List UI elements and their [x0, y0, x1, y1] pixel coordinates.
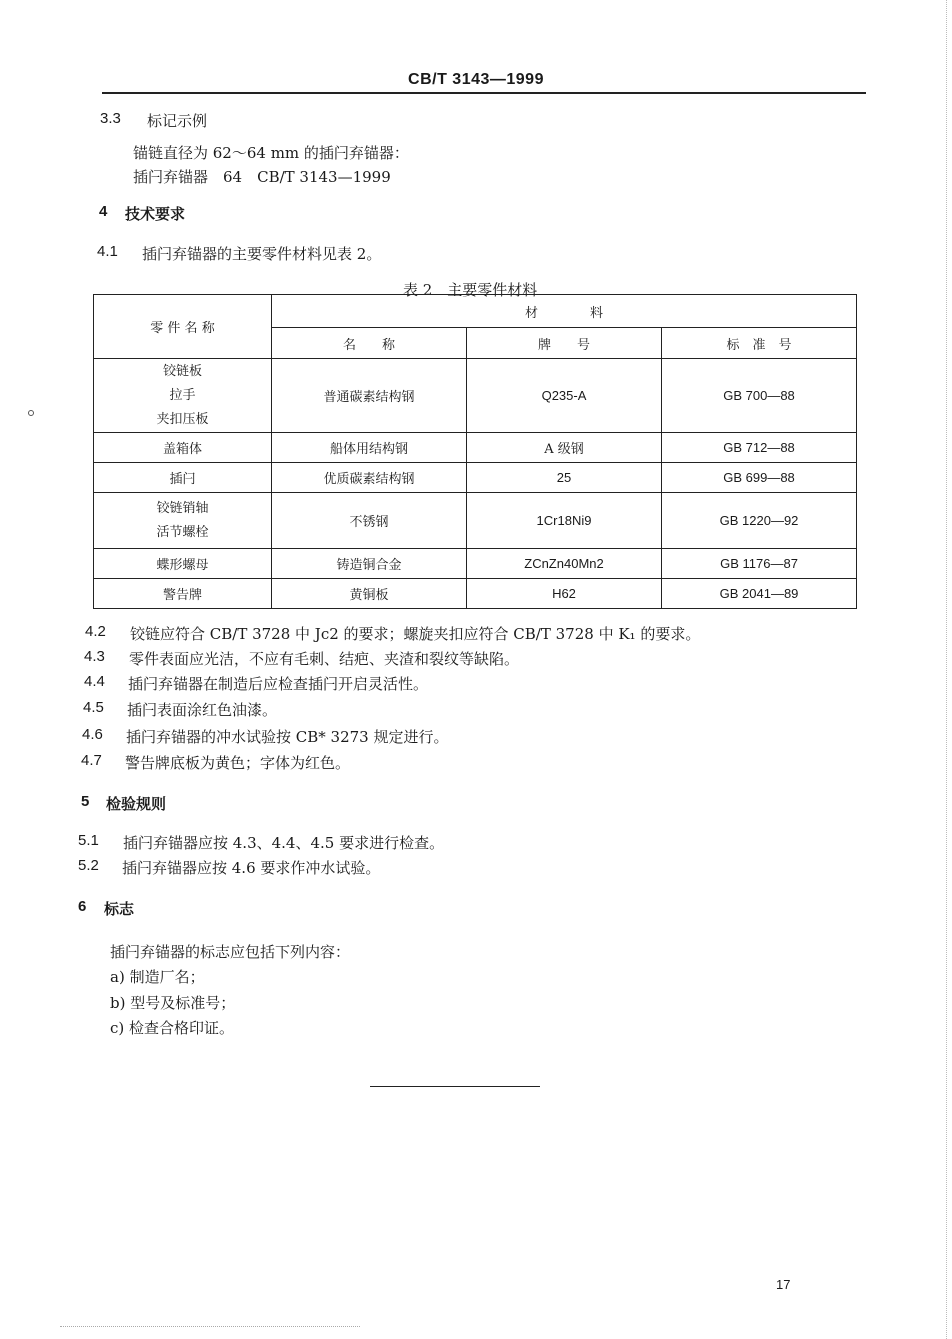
item-4-5-text: 插闩表面涂红色油漆。 [127, 701, 278, 719]
table-row [94, 463, 857, 493]
header-grade: 牌 号 [467, 328, 662, 359]
material-name: 不锈钢 [272, 493, 467, 549]
header-material-name: 名 称 [272, 328, 467, 359]
table-row [94, 579, 857, 609]
material-name: 铸造铜合金 [272, 549, 467, 579]
material-grade: 25 [467, 463, 662, 493]
marking-example-line-1: 锚链直径为 62～64 mm 的插闩弃锚器： [133, 144, 409, 162]
item-4-5-number: 4.5 [83, 699, 104, 716]
section-5-title: 检验规则 [106, 795, 167, 813]
table-header-row-1 [94, 295, 857, 328]
part-name: 铰链销轴 [156, 500, 209, 516]
material-name: 黄铜板 [272, 579, 467, 609]
section-4-1-number: 4.1 [97, 243, 118, 260]
item-5-1-number: 5.1 [78, 832, 99, 849]
standard-number: GB 700—88 [662, 359, 857, 433]
table-caption: 表 2 主要零件材料 [403, 281, 538, 299]
section-3-3-number: 3.3 [100, 110, 121, 127]
part-name: 盖箱体 [94, 433, 272, 463]
table-row [94, 433, 857, 463]
part-name: 插闩 [94, 463, 272, 493]
page-number: 17 [776, 1277, 791, 1292]
material-grade: Q235-A [467, 359, 662, 433]
marking-example-line-2: 插闩弃锚器 64 CB/T 3143—1999 [133, 168, 391, 186]
table-row [94, 493, 857, 549]
item-4-2-text: 铰链应符合 CB/T 3728 中 Jc2 的要求；螺旋夹扣应符合 CB/T 3728 中 K₁ 的要求。 [130, 625, 701, 643]
item-4-7-number: 4.7 [81, 752, 102, 769]
material-grade: ZCnZn40Mn2 [467, 549, 662, 579]
part-cell [94, 359, 272, 433]
item-4-3-text: 零件表面应光洁，不应有毛刺、结疤、夹渣和裂纹等缺陷。 [129, 650, 520, 668]
marking-list-item: c) 检查合格印证。 [110, 1019, 235, 1037]
section-3-3-title: 标记示例 [147, 112, 208, 130]
part-name: 夹扣压板 [156, 411, 209, 427]
table-row [94, 549, 857, 579]
material-grade: 1Cr18Ni9 [467, 493, 662, 549]
header-standard-number: 标 准 号 [662, 328, 857, 359]
item-4-2-number: 4.2 [85, 623, 106, 640]
scan-dot [28, 410, 34, 416]
part-name: 警告牌 [94, 579, 272, 609]
part-name: 蝶形螺母 [94, 549, 272, 579]
standard-number: GB 1176—87 [662, 549, 857, 579]
section-4-number: 4 [99, 203, 108, 220]
materials-table [93, 294, 857, 609]
scan-edge-noise [60, 1326, 360, 1331]
material-name: 船体用结构钢 [272, 433, 467, 463]
marking-list-item: b) 型号及标准号； [110, 994, 236, 1012]
item-4-4-text: 插闩弃锚器在制造后应检查插闩开启灵活性。 [128, 675, 429, 693]
standard-number: GB 699—88 [662, 463, 857, 493]
marking-intro: 插闩弃锚器的标志应包括下列内容： [110, 943, 351, 961]
part-cell [94, 493, 272, 549]
item-5-2-number: 5.2 [78, 857, 99, 874]
section-5-number: 5 [81, 793, 90, 810]
material-name: 优质碳素结构钢 [272, 463, 467, 493]
part-name: 拉手 [169, 387, 196, 403]
table-row [94, 359, 857, 433]
standard-number: GB 2041—89 [662, 579, 857, 609]
section-6-number: 6 [78, 898, 87, 915]
header-rule [102, 92, 866, 94]
marking-list-item: a) 制造厂名； [110, 968, 205, 986]
standard-code-header: CB/T 3143—1999 [408, 71, 544, 88]
item-4-6-text: 插闩弃锚器的冲水试验按 CB* 3273 规定进行。 [126, 728, 449, 746]
header-part-name: 零 件 名 称 [94, 295, 272, 359]
item-5-2-text: 插闩弃锚器应按 4.6 要求作冲水试验。 [122, 859, 381, 877]
item-4-4-number: 4.4 [84, 673, 105, 690]
material-name: 普通碳素结构钢 [272, 359, 467, 433]
standard-number: GB 1220—92 [662, 493, 857, 549]
header-material: 材 料 [272, 295, 857, 328]
end-rule [370, 1086, 540, 1087]
item-4-3-number: 4.3 [84, 648, 105, 665]
item-4-6-number: 4.6 [82, 726, 103, 743]
section-4-1-text: 插闩弃锚器的主要零件材料见表 2。 [142, 245, 382, 263]
section-4-title: 技术要求 [125, 205, 186, 223]
material-grade: H62 [467, 579, 662, 609]
part-name: 活节螺栓 [156, 524, 209, 540]
scan-edge-right [946, 0, 947, 1339]
item-4-7-text: 警告牌底板为黄色；字体为红色。 [125, 754, 351, 772]
standard-number: GB 712—88 [662, 433, 857, 463]
part-name: 铰链板 [162, 363, 202, 379]
section-6-title: 标志 [104, 900, 135, 918]
item-5-1-text: 插闩弃锚器应按 4.3、4.4、4.5 要求进行检查。 [123, 834, 445, 852]
material-grade: A 级钢 [467, 433, 662, 463]
